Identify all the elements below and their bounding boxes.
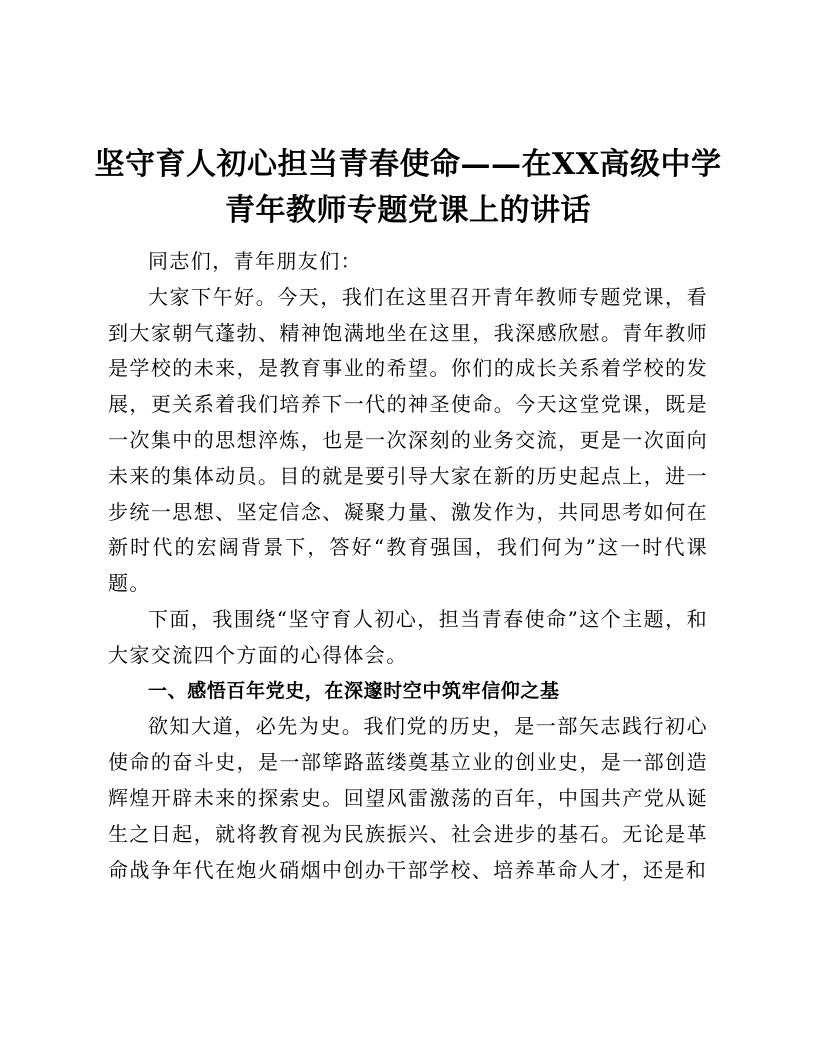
paragraph-section-one: 欲知大道，必先为史。我们党的历史，是一部矢志践行初心使命的奋斗史，是一部筚路蓝缕奠基立业的创业史，是一部创造辉煌开辟未来的探索史。回望风雷激荡的百年，中国共产党从诞生之日起，就将教育视为民族振兴、社会进步的基石。无论是革命战争年代在炮火硝烟中创办干部学校、培养革命人才，还是和 bbox=[108, 714, 708, 882]
paragraph-topic: 下面，我围绕“坚守育人初心，担当青春使命”这个主题，和大家交流四个方面的心得体会。 bbox=[108, 606, 708, 667]
salutation: 同志们，青年朋友们： bbox=[148, 249, 362, 273]
section-heading: 一、感悟百年党史，在深邃时空中筑牢信仰之基 bbox=[148, 679, 560, 702]
paragraph-opening: 大家下午好。今天，我们在这里召开青年教师专题党课，看到大家朝气蓬勃、精神饱满地坐在这里，我深感欣慰。青年教师是学校的未来，是教育事业的希望。你们的成长关系着学校的发展，更关系着我们培养下一代的神圣使命。今天这堂党课，既是一次集中的思想淬炼，也是一次深刻的业务交流，更是一次面向未来的集体动员。目的就是要引导大家在新的历史起点上，进一步统一思想、坚定信念、凝聚力量、激发作为，共同思考如何在新时代的宏阔背景下，答好“教育强国，我们何为”这一时代课题。 bbox=[108, 284, 708, 596]
document-body bbox=[108, 244, 708, 888]
document-title: 坚守育人初心担当青春使命——在XX高级中学青年教师专题党课上的讲话 bbox=[94, 147, 722, 228]
